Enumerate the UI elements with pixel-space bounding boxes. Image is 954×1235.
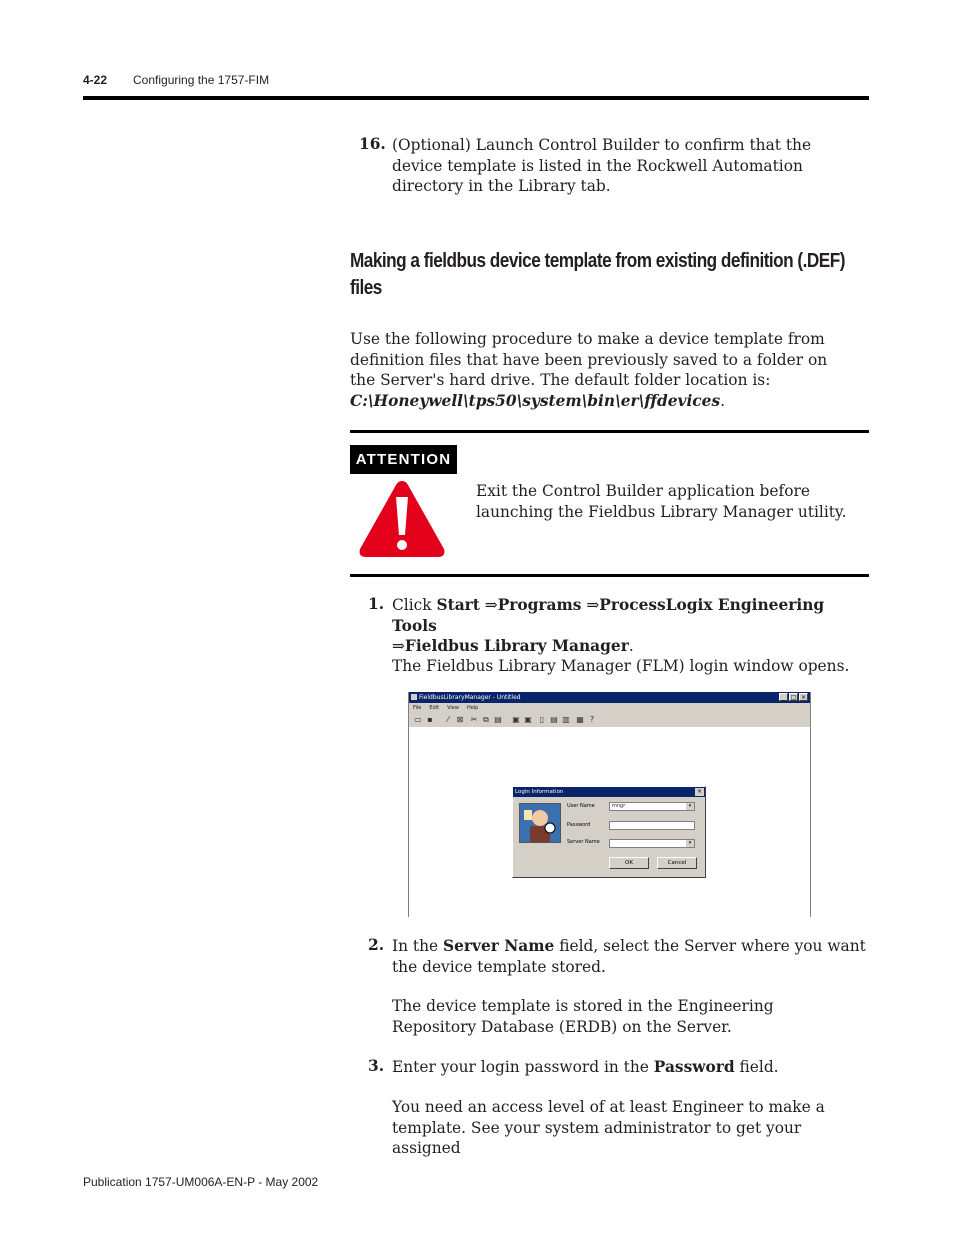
step-3-note: You need an access level of at least Engineer to make a template. See your system administrator to get your assigned [392, 1098, 825, 1157]
app-icon [411, 694, 417, 700]
step-2-number: 2. [368, 936, 385, 954]
chevron-down-icon[interactable]: ▾ [686, 840, 694, 847]
step-16-number: 16. [359, 135, 386, 153]
tool-icon[interactable]: ▣ [512, 715, 520, 724]
ok-button[interactable]: OK [609, 857, 649, 869]
user-name-label: User Name [567, 803, 595, 809]
page-number: 4-22 [83, 73, 108, 87]
chapter-title: Configuring the 1757-FIM [133, 73, 270, 87]
step-2-note: The device template is stored in the Engineering Repository Database (ERDB) on the Server. [392, 997, 774, 1036]
login-illustration-icon [519, 803, 561, 843]
step-1-prefix: Click [392, 596, 437, 614]
step-3-text [392, 1057, 868, 1078]
minimize-icon[interactable]: _ [779, 693, 788, 701]
step-2-prefix: In the [392, 937, 443, 955]
menu-arrow-icon: ⇒ [484, 596, 498, 614]
cancel-button[interactable]: Cancel [657, 857, 697, 869]
user-name-select[interactable] [609, 802, 695, 811]
attention-text: Exit the Control Builder application before launching the Fieldbus Library Manager utility. [476, 482, 847, 521]
step-1-number: 1. [368, 595, 385, 613]
section-intro [350, 329, 850, 411]
save-icon[interactable]: ▪ [427, 715, 433, 724]
cut-icon[interactable]: ✂ [470, 715, 478, 724]
default-folder-path: C:\Honeywell\tps50\system\bin\er\ffdevices [350, 391, 721, 410]
close-icon[interactable]: × [696, 788, 703, 795]
menu-help[interactable]: Help [466, 705, 479, 711]
open-icon[interactable]: ▭ [414, 715, 422, 724]
maximize-icon[interactable]: □ [790, 694, 797, 701]
step-2-text [392, 936, 868, 977]
warning-exclamation-dot [397, 540, 407, 550]
menu-arrow-icon: ⇒ [586, 596, 600, 614]
flm-title-bar [409, 692, 810, 703]
flm-window-title: FieldbusLibraryManager - Untitled [419, 694, 521, 701]
server-name-label: Server Name [567, 839, 600, 845]
menu-arrow-icon: ⇒ [392, 637, 405, 655]
tool-icon[interactable]: ▥ [562, 715, 570, 724]
warning-icon [356, 477, 448, 561]
login-dialog [512, 786, 706, 878]
password-term: Password [653, 1058, 735, 1076]
server-name-select[interactable] [609, 839, 695, 848]
tool-icon[interactable]: ⊠ [456, 715, 464, 724]
close-icon[interactable]: × [800, 694, 807, 701]
menu-programs: Programs [497, 596, 582, 614]
step-16-text: (Optional) Launch Control Builder to confirm that the device template is listed in the Rockwell Automation directory in the Library tab. [392, 136, 812, 195]
path-suffix: . [720, 391, 726, 410]
intro-text: Use the following procedure to make a device template from definition files that have been previously saved to a folder on the Server's hard drive. The default folder location is: [350, 330, 828, 389]
flm-toolbar [409, 713, 810, 728]
menu-fieldbus-library-manager: Fieldbus Library Manager [404, 637, 629, 655]
step-1-suffix: . [628, 637, 634, 655]
attention-bottom-rule [350, 574, 869, 577]
tool-icon[interactable]: ▣ [524, 715, 532, 724]
paste-icon[interactable]: ▤ [494, 715, 502, 724]
section-heading: Making a fieldbus device template from existing definition (.DEF) files [350, 250, 845, 299]
header-rule [83, 96, 869, 100]
attention-top-rule [350, 430, 869, 433]
help-icon[interactable]: ? [589, 715, 595, 724]
menu-view[interactable]: View [447, 705, 459, 711]
publication-footer: Publication 1757-UM006A-EN-P - May 2002 [83, 1175, 319, 1189]
step-1-text [392, 595, 862, 657]
password-input[interactable] [609, 821, 695, 830]
step-3-number: 3. [368, 1057, 385, 1075]
chevron-down-icon[interactable]: ▾ [686, 803, 694, 810]
password-label: Password [567, 822, 591, 828]
attention-badge: ATTENTION [350, 445, 457, 474]
grid-icon[interactable]: ▦ [576, 715, 584, 724]
step-1-result: The Fieldbus Library Manager (FLM) login window opens. [392, 657, 850, 675]
step-3-prefix: Enter your login password in the [392, 1058, 654, 1076]
step-3-suffix: field. [734, 1058, 779, 1076]
copy-icon[interactable]: ⧉ [483, 715, 489, 724]
step-2-suffix: field, select the Server where you want the device template stored. [392, 937, 866, 976]
flm-menu-bar [409, 703, 810, 713]
tool-icon[interactable]: ▤ [550, 715, 558, 724]
menu-start: Start [436, 596, 480, 614]
tool-icon[interactable]: ▯ [539, 715, 545, 724]
login-dialog-title: Login Information [513, 787, 705, 797]
menu-edit[interactable]: Edit [429, 705, 440, 711]
menu-file[interactable]: File [413, 705, 422, 711]
server-name-term: Server Name [442, 937, 555, 955]
menu-engineering-tools: ProcessLogix Engineering Tools [392, 596, 825, 635]
tool-icon[interactable]: ⁄ [447, 715, 449, 724]
user-name-value: mngr [612, 803, 626, 809]
